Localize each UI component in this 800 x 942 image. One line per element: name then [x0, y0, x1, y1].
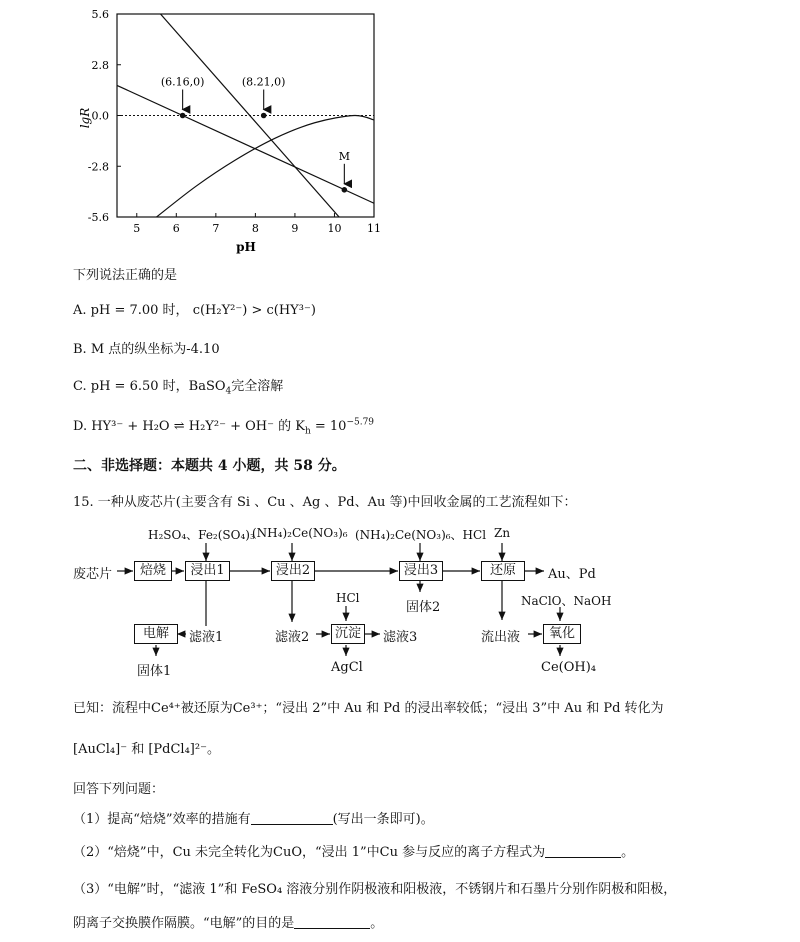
- x-tick-label: 8: [251, 222, 259, 235]
- y-tick-label: -2.8: [87, 160, 109, 174]
- reagent-oxidation: NaClO、NaOH: [521, 594, 612, 608]
- product-agcl: AgCl: [331, 660, 363, 675]
- option-c-text: C. pH = 6.50 时，BaSO: [73, 379, 226, 394]
- section-heading: 二、非选择题：本题共 4 小题，共 58 分。: [73, 458, 346, 474]
- reagent-leach1: H₂SO₄、Fe₂(SO₄)₃: [148, 528, 255, 542]
- annotation-label: (6.16,0): [160, 75, 205, 89]
- annotation-label: M: [338, 149, 350, 163]
- answer-blank-3[interactable]: [294, 916, 370, 929]
- answer-blank-2[interactable]: [545, 845, 621, 858]
- product-ceoh4: Ce(OH)₄: [541, 660, 596, 675]
- x-tick-label: 9: [291, 222, 299, 235]
- product-outflow: 流出液: [481, 630, 521, 645]
- subquestion-1-tail: (写出一条即可)。: [332, 812, 434, 827]
- option-c-tail: 完全溶解: [231, 379, 284, 394]
- box-leach1: 浸出1: [185, 561, 230, 581]
- product-solid2: 固体2: [406, 600, 441, 615]
- subquestion-3-cont: [73, 912, 383, 931]
- annotation-label: (8.21,0): [241, 75, 286, 89]
- subquestion-1-text: （1）提高“焙烧”效率的措施有: [73, 812, 251, 827]
- y-tick-label: -5.6: [87, 211, 109, 224]
- box-roast: 焙烧: [134, 561, 172, 581]
- option-c-subscript: 4: [225, 386, 232, 397]
- subquestion-3-text: 阴离子交换膜作隔膜。“电解”的目的是: [73, 916, 295, 931]
- box-oxidation: 氧化: [543, 624, 581, 644]
- answer-blank-1[interactable]: [251, 812, 333, 825]
- y-tick-label: 2.8: [91, 58, 109, 72]
- product-au-pd: Au、Pd: [548, 567, 596, 582]
- x-tick-label: 7: [212, 222, 220, 235]
- subquestion-1: [73, 808, 434, 827]
- box-leach2: 浸出2: [271, 561, 315, 581]
- question-prompt: 下列说法正确的是: [73, 268, 178, 283]
- product-filtrate3: 滤液3: [383, 630, 418, 645]
- option-d-equals: = 10: [310, 419, 347, 434]
- box-leach3: 浸出3: [399, 561, 443, 581]
- product-filtrate1: 滤液1: [189, 630, 224, 645]
- subquestion-3: （3）“电解”时，“滤液 1”和 FeSO₄ 溶液分别作阴极液和阳极液，不锈钢片和石墨片分别作阴极和阳极，: [73, 882, 677, 897]
- reagent-leach3: (NH₄)₂Ce(NO₃)₆、HCl: [355, 528, 487, 542]
- subquestion-2-tail: 。: [621, 845, 635, 860]
- box-precipitation: 沉淀: [331, 624, 365, 644]
- x-tick-label: 11: [367, 222, 381, 235]
- subquestion-3-tail: 。: [370, 916, 384, 931]
- reagent-leach2: (NH₄)₂Ce(NO₃)₆: [252, 526, 348, 540]
- product-filtrate2: 滤液2: [275, 630, 310, 645]
- x-tick-label: 10: [327, 222, 342, 235]
- product-solid1: 固体1: [137, 664, 172, 679]
- y-tick-label: 5.6: [91, 8, 109, 21]
- option-a-condition: A. pH = 7.00 时，: [73, 303, 189, 318]
- option-d-exponent: −5.79: [346, 417, 375, 428]
- y-tick-label: 0.0: [91, 109, 109, 123]
- x-tick-label: 6: [172, 222, 180, 235]
- reagent-reduce: Zn: [494, 526, 511, 540]
- subquestion-2: [73, 841, 634, 860]
- flow-start-label: 废芯片: [73, 567, 113, 582]
- y-axis-label: lgR: [78, 107, 92, 129]
- subquestion-2-text: （2）“焙烧”中，Cu 未完全转化为CuO，“浸出 1”中Cu 参与反应的离子方程式为: [73, 845, 546, 860]
- option-d-subscript: h: [304, 426, 311, 437]
- option-d-text: D. HY³⁻ + H₂O ⇌ H₂Y²⁻ + OH⁻ 的 K: [73, 419, 305, 434]
- x-axis-label: pH: [236, 240, 256, 254]
- x-tick-label: 5: [133, 222, 141, 235]
- reagent-precipitation: HCl: [336, 591, 360, 605]
- box-electrolysis: 电解: [134, 624, 178, 644]
- box-reduce: 还原: [481, 561, 525, 581]
- known-info-line2: [AuCl₄]⁻ 和 [PdCl₄]²⁻。: [73, 742, 220, 757]
- option-a-relation: c(H₂Y²⁻) > c(HY³⁻): [192, 303, 316, 318]
- answer-prompt: 回答下列问题：: [73, 782, 165, 797]
- option-b: B. M 点的纵坐标为-4.10: [73, 342, 220, 357]
- known-info-line1: 已知：流程中Ce⁴⁺被还原为Ce³⁺；“浸出 2”中 Au 和 Pd 的浸出率较低；“浸出 3”中 Au 和 Pd 转化为: [73, 701, 664, 716]
- q15-intro: 15. 一种从废芯片(主要含有 Si 、Cu 、Ag 、Pd、Au 等)中回收金属的工艺流程如下：: [73, 495, 577, 510]
